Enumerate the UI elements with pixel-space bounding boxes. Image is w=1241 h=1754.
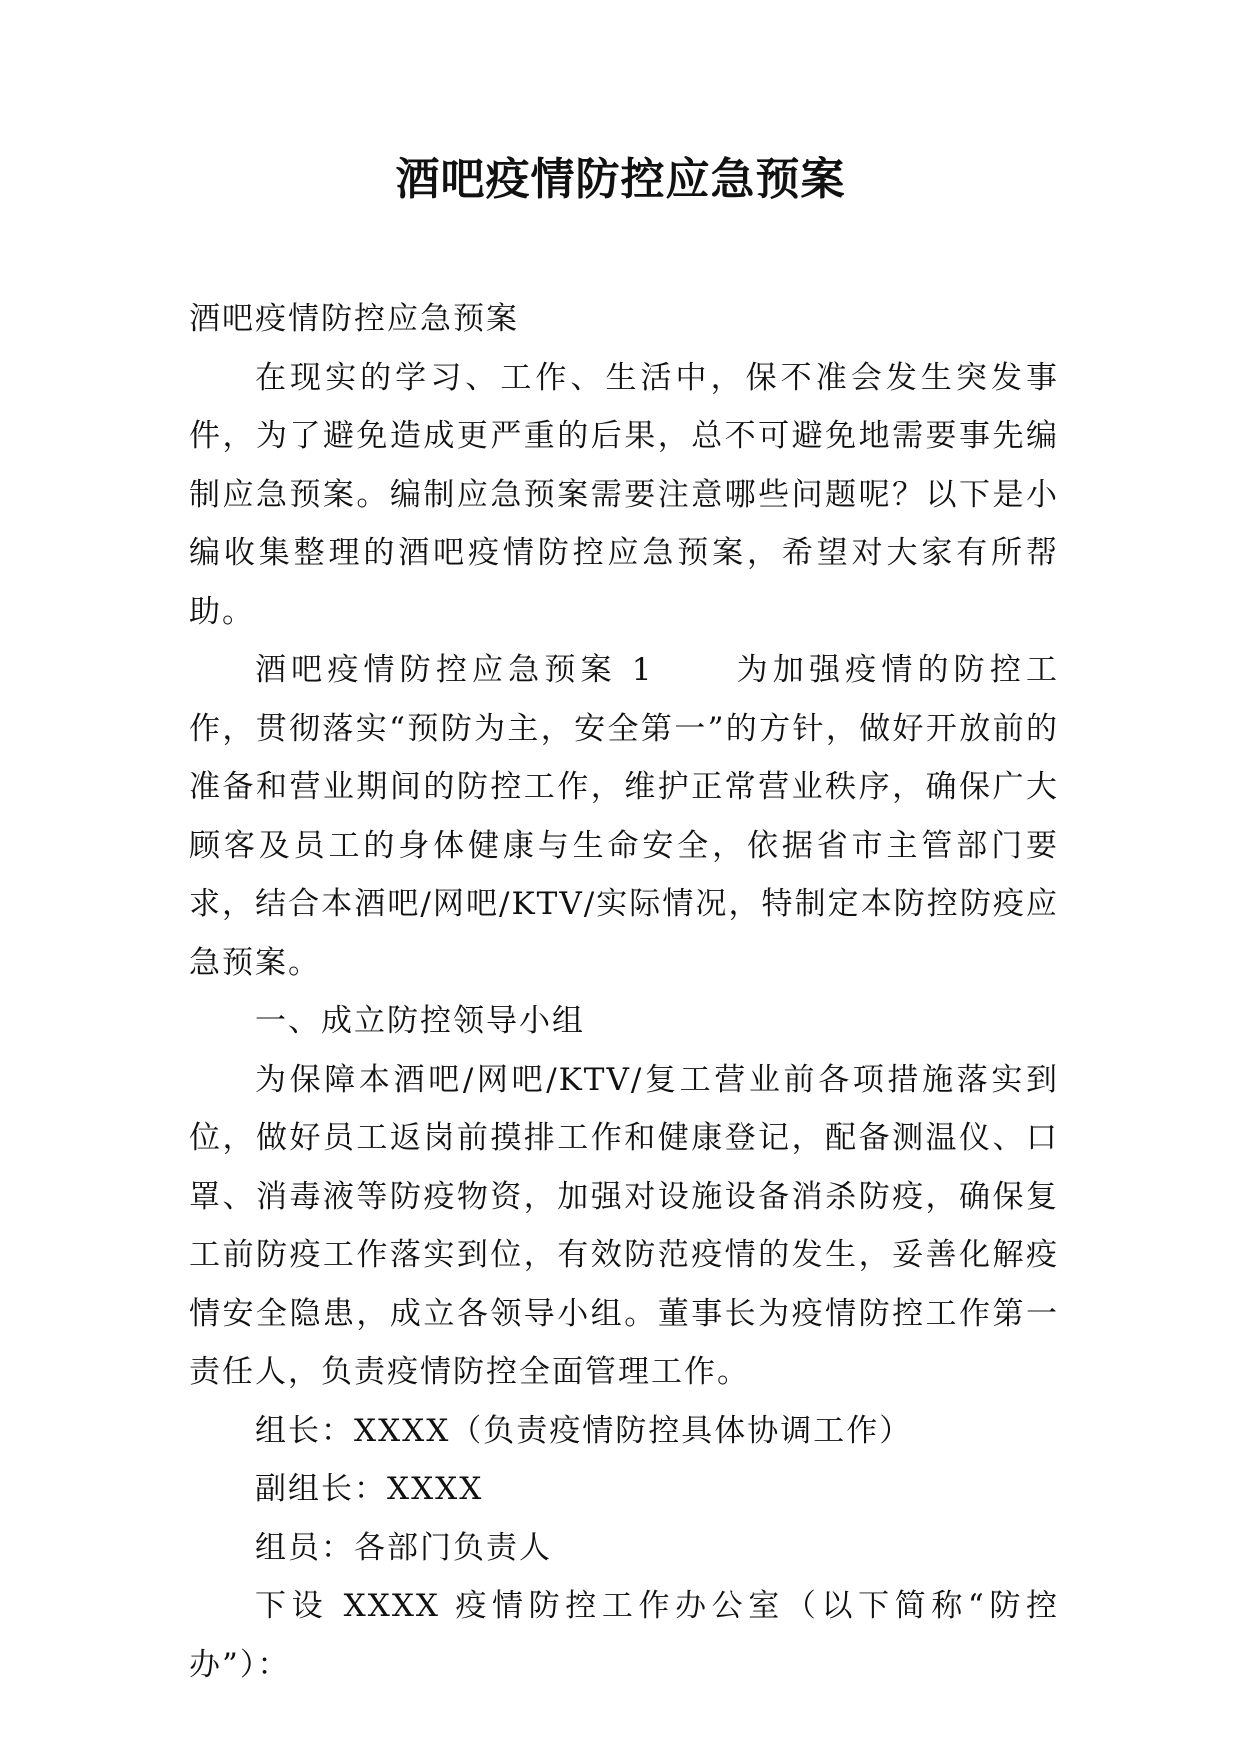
document-body — [189, 290, 1059, 1694]
paragraph-section-1: 为保障本酒吧/网吧/KTV/复工营业前各项措施落实到位，做好员工返岗前摸排工作和健康登记，配备测温仪、口罩、消毒液等防疫物资，加强对设施设备消杀防疫，确保复工前防疫工作落实到位，有效防范疫情的发生，妥善化解疫情安全隐患，成立各领导小组。董事长为疫情防控工作第一责任人，负责疫情防控全面管理工作。 — [189, 1061, 1059, 1390]
paragraph-team-leader: 组长：XXXX（负责疫情防控具体协调工作） — [255, 1412, 913, 1449]
paragraph-deputy-leader: 副组长：XXXX — [255, 1471, 484, 1507]
paragraph-intro: 在现实的学习、工作、生活中，保不准会发生突发事件，为了避免造成更严重的后果，总不可避免地需要事先编制应急预案。编制应急预案需要注意哪些问题呢？以下是小编收集整理的酒吧疫情防控应急预案，希望对大家有所帮助。 — [189, 359, 1059, 630]
paragraph-office: 下设 XXXX 疫情防控工作办公室（以下简称“防控办”）： — [189, 1588, 1059, 1683]
plan-text: 为加强疫情的防控工作，贯彻落实“预防为主，安全第一”的方针，做好开放前的准备和营业期间的防控工作，维护正常营业秩序，确保广大顾客及员工的身体健康与生命安全，依据省市主管部门要求，结合本酒吧/网吧/KTV/实际情况，特制定本防控防疫应急预案。 — [189, 652, 1060, 981]
paragraph-subtitle: 酒吧疫情防控应急预案 — [189, 301, 519, 337]
paragraph-members: 组员：各部门负责人 — [255, 1529, 552, 1566]
document-title: 酒吧疫情防控应急预案 — [395, 154, 846, 205]
paragraph-plan-1 — [189, 641, 1059, 992]
plan-heading: 酒吧疫情防控应急预案 1 — [255, 652, 654, 688]
section-heading-1: 一、成立防控领导小组 — [255, 1003, 585, 1039]
